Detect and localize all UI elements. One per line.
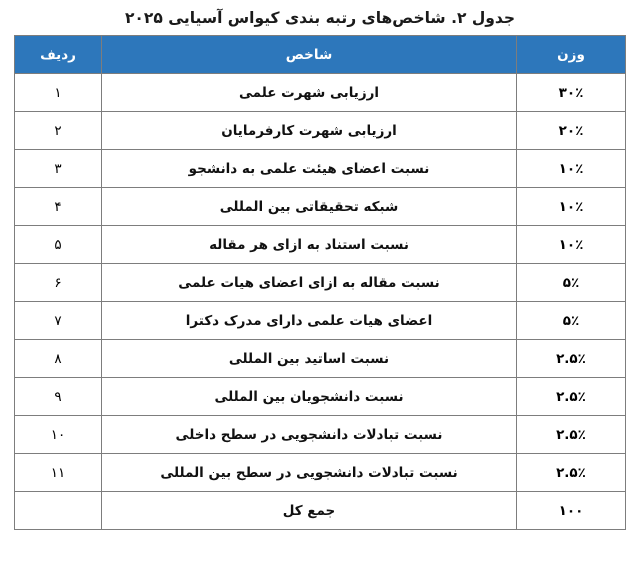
cell-weight: ۲.۵٪	[517, 340, 626, 378]
table-row	[15, 340, 626, 378]
cell-weight: ۲.۵٪	[517, 454, 626, 492]
table-row	[15, 112, 626, 150]
cell-metric: ارزیابی شهرت کارفرمایان	[102, 112, 517, 150]
cell-index: ۲	[15, 112, 102, 150]
table-row	[15, 454, 626, 492]
column-header-index: ردیف	[15, 36, 102, 74]
cell-index: ۸	[15, 340, 102, 378]
table-row	[15, 188, 626, 226]
table-body	[15, 74, 626, 530]
cell-metric: نسبت دانشجویان بین المللی	[102, 378, 517, 416]
cell-weight: ۱۰٪	[517, 188, 626, 226]
table-row	[15, 150, 626, 188]
cell-index: ۱۱	[15, 454, 102, 492]
cell-metric: نسبت مقاله به ازای اعضای هیات علمی	[102, 264, 517, 302]
cell-metric: نسبت استناد به ازای هر مقاله	[102, 226, 517, 264]
cell-index: ۱۰	[15, 416, 102, 454]
cell-index: ۷	[15, 302, 102, 340]
cell-metric: ارزیابی شهرت علمی	[102, 74, 517, 112]
cell-total-weight: ۱۰۰	[517, 492, 626, 530]
column-header-weight: وزن	[517, 36, 626, 74]
cell-weight: ۵٪	[517, 264, 626, 302]
table-header-row	[15, 36, 626, 74]
cell-index: ۵	[15, 226, 102, 264]
table-caption: جدول ۲. شاخص‌های رتبه بندی کیواس آسیایی ۲۰۲۵	[124, 9, 516, 27]
cell-metric: شبکه تحقیقاتی بین المللی	[102, 188, 517, 226]
cell-weight: ۲۰٪	[517, 112, 626, 150]
cell-index: ۱	[15, 74, 102, 112]
cell-weight: ۲.۵٪	[517, 416, 626, 454]
cell-total-label: جمع کل	[102, 492, 517, 530]
cell-total-index	[15, 492, 102, 530]
cell-index: ۹	[15, 378, 102, 416]
cell-metric: نسبت تبادلات دانشجویی در سطح بین المللی	[102, 454, 517, 492]
table-row	[15, 74, 626, 112]
cell-metric: نسبت اساتید بین المللی	[102, 340, 517, 378]
table-row	[15, 416, 626, 454]
table-header	[15, 36, 626, 74]
table-container	[0, 35, 640, 530]
cell-weight: ۱۰٪	[517, 226, 626, 264]
cell-weight: ۲.۵٪	[517, 378, 626, 416]
cell-metric: نسبت تبادلات دانشجویی در سطح داخلی	[102, 416, 517, 454]
table-row	[15, 302, 626, 340]
cell-index: ۴	[15, 188, 102, 226]
cell-index: ۳	[15, 150, 102, 188]
cell-weight: ۳۰٪	[517, 74, 626, 112]
cell-weight: ۵٪	[517, 302, 626, 340]
table-row	[15, 226, 626, 264]
cell-weight: ۱۰٪	[517, 150, 626, 188]
column-header-metric: شاخص	[102, 36, 517, 74]
cell-metric: نسبت اعضای هیئت علمی به دانشجو	[102, 150, 517, 188]
ranking-indicators-table	[14, 35, 626, 530]
table-row	[15, 378, 626, 416]
table-row	[15, 264, 626, 302]
cell-metric: اعضای هیات علمی دارای مدرک دکترا	[102, 302, 517, 340]
cell-index: ۶	[15, 264, 102, 302]
table-total-row	[15, 492, 626, 530]
